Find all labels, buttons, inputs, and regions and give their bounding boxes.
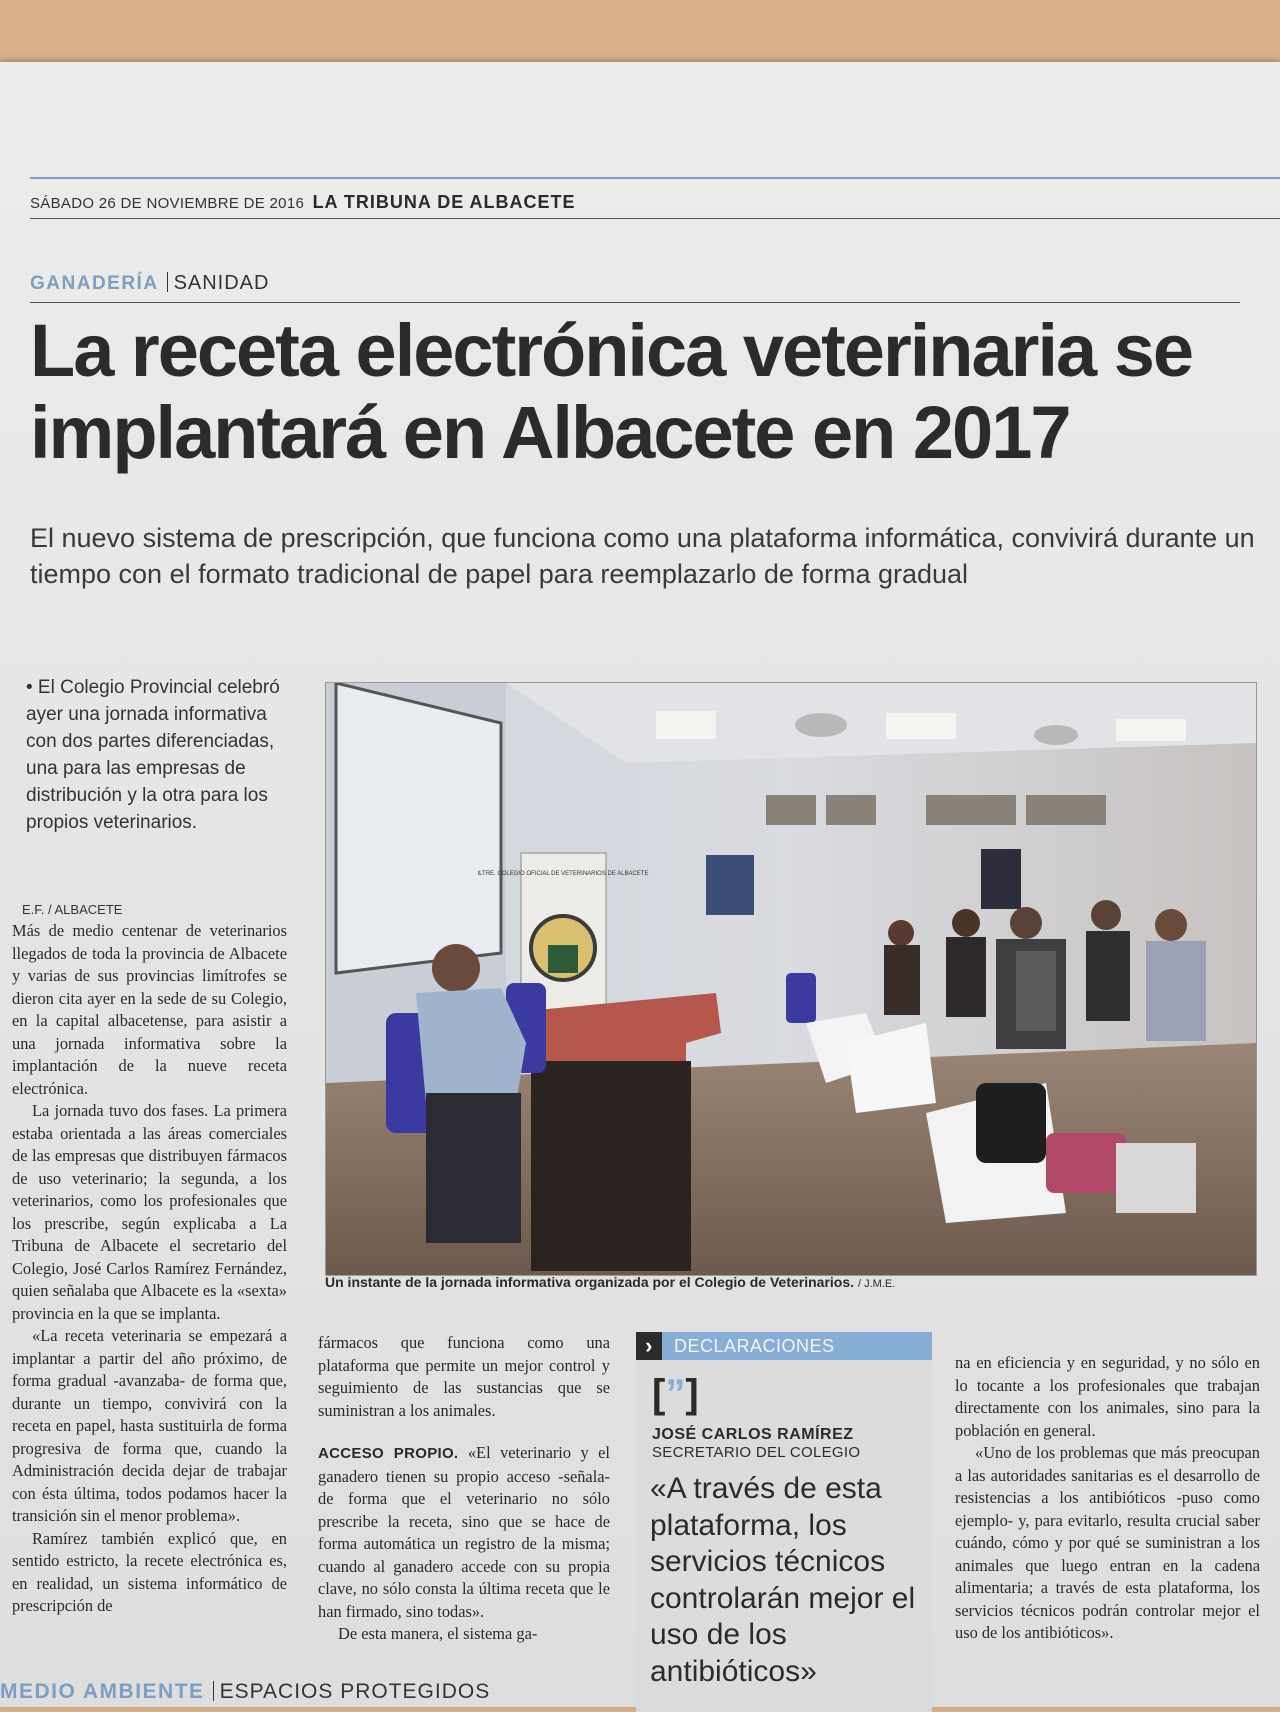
article-column-1 <box>12 920 287 1618</box>
next-section-main: MEDIO AMBIENTE <box>0 1680 205 1703</box>
paragraph: «La receta veterinaria se empezará a implantar a partir del año próximo, de forma gradual -avanzaba- de forma que, durante un tiempo, convivirá con la receta en papel, hasta sustituirla de forma progresiva de forma que, cuando la Administración decida dejar de trabajar con ésta última, todos podamos hacer la transición sin el menor problema». <box>12 1326 287 1525</box>
masthead-date: SÁBADO 26 DE NOVIEMBRE DE 2016 <box>30 195 305 212</box>
section-separator <box>167 272 168 292</box>
meeting-room-photo <box>326 683 1256 1275</box>
photo-caption <box>325 1274 1265 1298</box>
section-main: GANADERÍA <box>30 273 159 294</box>
paragraph: Ramírez también explicó que, en sentido estricto, la recete electrónica es, en realidad, un sistema informático de prescripción de <box>12 1528 287 1615</box>
photo-credit: / J.M.E. <box>858 1278 896 1290</box>
caption-text: Un instante de la jornada informativa organizada por el Colegio de Veterinarios. <box>325 1274 855 1290</box>
paragraph-text: «El veterinario y el ganadero tienen su propio acceso -señala- de forma que el veterinario no sólo prescribe la receta, sino que se hace de forma automática un registro de la misma; cuando al ganadero accede con su propia clave, no sólo consta la última receta que le han firmado, sino todas». <box>318 1443 610 1621</box>
article-column-4 <box>955 1352 1260 1645</box>
article-photo <box>325 682 1257 1276</box>
article-column-2 <box>318 1332 610 1646</box>
masthead <box>30 192 1280 219</box>
byline: E.F. / ALBACETE <box>22 902 123 917</box>
lead-summary: • El Colegio Provincial celebró ayer una jornada informativa con dos partes diferenciadas, una para las empresas de distribución y la otra para los propios veterinarios. <box>26 677 280 833</box>
section-separator <box>213 1681 214 1701</box>
paragraph: fármacos que funciona como una plataforma que permite un mejor control y seguimiento de las sustancias que se suministran a los animales. <box>318 1333 610 1420</box>
next-section-sub: ESPACIOS PROTEGIDOS <box>219 1680 491 1703</box>
masthead-paper-name: LA TRIBUNA DE ALBACETE <box>312 192 576 212</box>
paragraph-with-runin <box>318 1442 610 1623</box>
paragraph: «Uno de los problemas que más preocupan a las autoridades sanitarias es el desarrollo de resistencias a los antibióticos -puso como ejemplo- y, para evitarlo, resulta crucial saber cuándo, cómo y por qué se suministran a los animales que luego entran en la cadena alimentaria; a través de esta plataforma, los servicios técnicos podrán controlar mejor el uso de los antibióticos». <box>955 1443 1260 1642</box>
quote-author-name: JOSÉ CARLOS RAMÍREZ <box>652 1426 854 1443</box>
newspaper-page <box>0 62 1280 1707</box>
quote-box-header-label: DECLARACIONES <box>674 1336 835 1356</box>
paragraph: Más de medio centenar de veterinarios llegados de toda la provincia de Albacete y varias de sus provincias limítrofes se dieron cita ayer en la sede de su Colegio, en la capital albacetense, para asistir a una jornada informativa sobre la implantación de la nueve receta electrónica. <box>12 921 287 1098</box>
paragraph: De esta manera, el sistema ga- <box>338 1624 538 1643</box>
top-rule <box>30 177 1280 179</box>
paragraph: na en eficiencia y en seguridad, y no sólo en lo tocante a los profesionales que trabajan directamente con los animales, sino para la población en general. <box>955 1353 1260 1440</box>
banner-text: ILTRE. COLEGIO OFICIAL DE VETERINARIOS DE ALBACETE <box>477 871 649 877</box>
subheadline: El nuevo sistema de prescripción, que funciona como una plataforma informática, convivirá durante un tiempo con el formato tradicional de papel para reemplazarlo de forma gradual <box>30 523 1255 589</box>
runin-heading: ACCESO PROPIO. <box>318 1445 459 1462</box>
paragraph: La jornada tuvo dos fases. La primera estaba orientada a las áreas comerciales de las empresas que distribuyen fármacos de uso veterinario; la segunda, a los veterinarios, como los profesionales que los prescribe, según explicaba a La Tribuna de Albacete el secretario del Colegio, José Carlos Ramírez Fernández, quien señalaba que Albacete es la «sexta» provincia en la que se implanta. <box>12 1101 287 1323</box>
section-sub: SANIDAD <box>173 272 270 294</box>
quote-box-header <box>636 1332 932 1360</box>
headline: La receta electrónica veterinaria se implantará en Albacete en 2017 <box>30 309 1193 474</box>
quote-box <box>636 1332 932 1712</box>
quote-marks-icon: [”] <box>652 1372 699 1416</box>
section-header <box>30 272 1240 303</box>
pull-quote: «A través de esta plataforma, los servicios técnicos controlarán mejor el uso de los antibióticos» <box>650 1472 916 1688</box>
next-section-header <box>0 1680 1280 1707</box>
chevron-right-icon: › <box>636 1332 662 1360</box>
quote-author-role: SECRETARIO DEL COLEGIO <box>652 1444 861 1461</box>
